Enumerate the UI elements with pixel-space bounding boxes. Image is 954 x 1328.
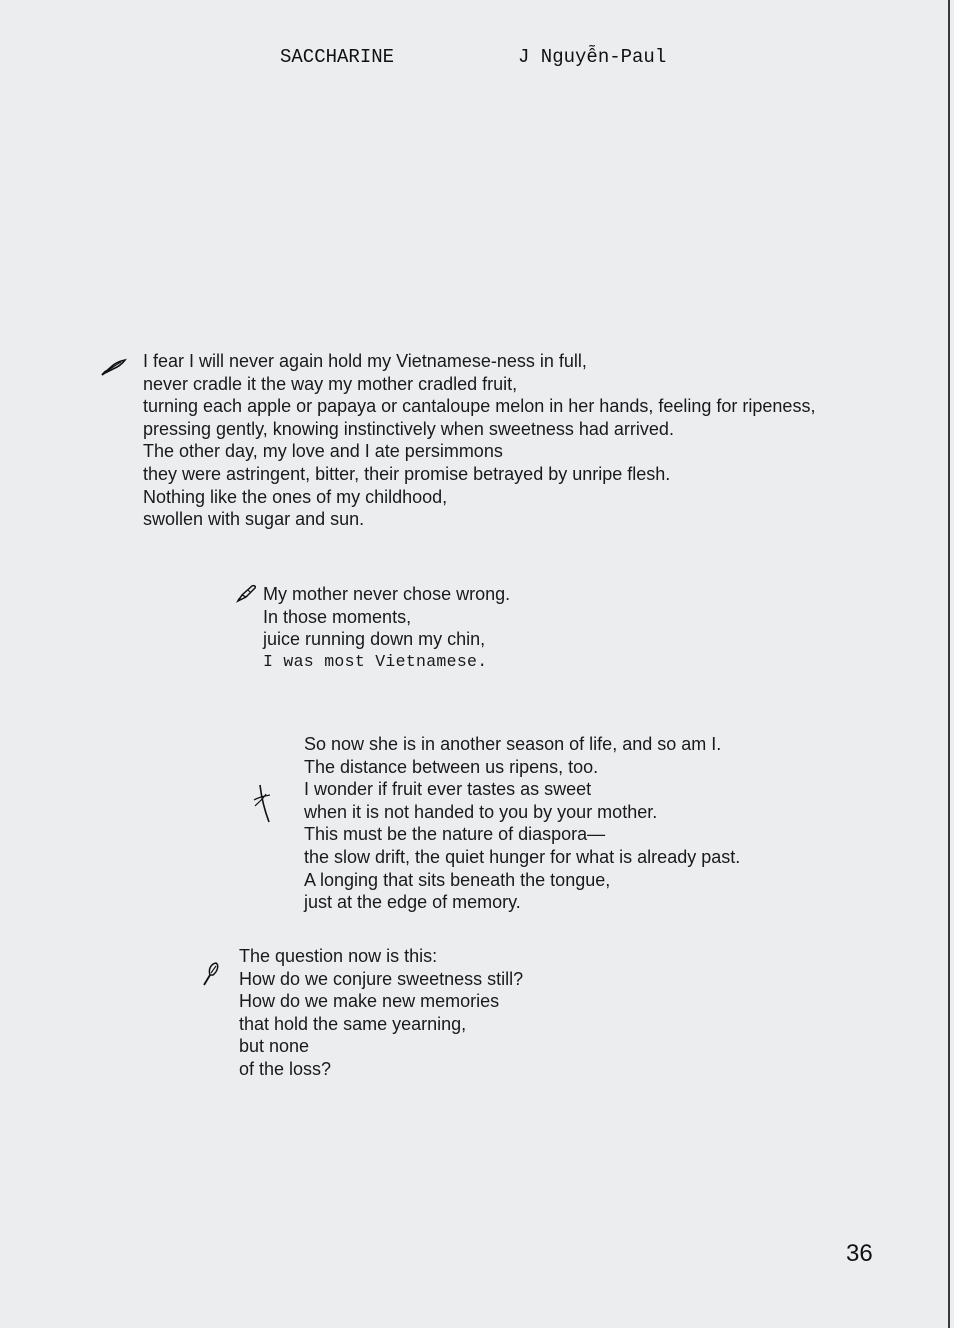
- page-number: 36: [846, 1240, 873, 1267]
- poem-line: I wonder if fruit ever tastes as sweet: [304, 779, 592, 800]
- poem-line: This must be the nature of diaspora—: [304, 824, 606, 845]
- poem-line: swollen with sugar and sun.: [143, 509, 365, 530]
- quill-pen-icon: [101, 358, 127, 376]
- poem-line: just at the edge of memory.: [304, 892, 521, 913]
- poem-line: How do we conjure sweetness still?: [239, 968, 524, 989]
- poem-line: In those moments,: [263, 606, 412, 627]
- poem-line: pressing gently, knowing instinctively when sweetness had arrived.: [143, 418, 674, 439]
- poem-line: My mother never chose wrong.: [263, 584, 511, 604]
- stanza-1: [143, 350, 815, 531]
- poem-line: they were astringent, bitter, their promise betrayed by unripe flesh.: [143, 463, 671, 484]
- poem-line: when it is not handed to you by your mother.: [304, 801, 658, 822]
- poem-line: juice running down my chin,: [263, 629, 486, 650]
- stanza-3: [304, 733, 740, 914]
- poem-line: the slow drift, the quiet hunger for what is already past.: [304, 846, 741, 867]
- stanza-2: [263, 583, 510, 673]
- poem-line: turning each apple or papaya or cantaloupe melon in her hands, feeling for ripeness,: [143, 396, 816, 417]
- poem-line: Nothing like the ones of my childhood,: [143, 486, 448, 507]
- poem-line: that hold the same yearning,: [239, 1013, 467, 1034]
- poem-line: I fear I will never again hold my Vietnamese-ness in full,: [143, 351, 587, 371]
- poem-line: The distance between us ripens, too.: [304, 756, 599, 777]
- crossed-stroke-icon: [251, 784, 273, 824]
- poem-line: So now she is in another season of life, and so am I.: [304, 734, 722, 754]
- poem-line: The question now is this:: [239, 946, 438, 966]
- feather-icon: [202, 961, 222, 987]
- poem-line: of the loss?: [239, 1058, 332, 1079]
- poem-line: I was most Vietnamese.: [263, 651, 488, 671]
- poem-line: The other day, my love and I ate persimmons: [143, 441, 503, 462]
- stanza-4: [239, 945, 523, 1081]
- fountain-pen-icon: [236, 583, 258, 603]
- poem-line: How do we make new memories: [239, 991, 500, 1012]
- poem-line: never cradle it the way my mother cradled fruit,: [143, 373, 518, 394]
- author-name: J Nguyễn-Paul: [518, 46, 667, 68]
- poem-title: SACCHARINE: [280, 46, 395, 68]
- poem-line: A longing that sits beneath the tongue,: [304, 869, 611, 890]
- poem-line: but none: [239, 1036, 310, 1057]
